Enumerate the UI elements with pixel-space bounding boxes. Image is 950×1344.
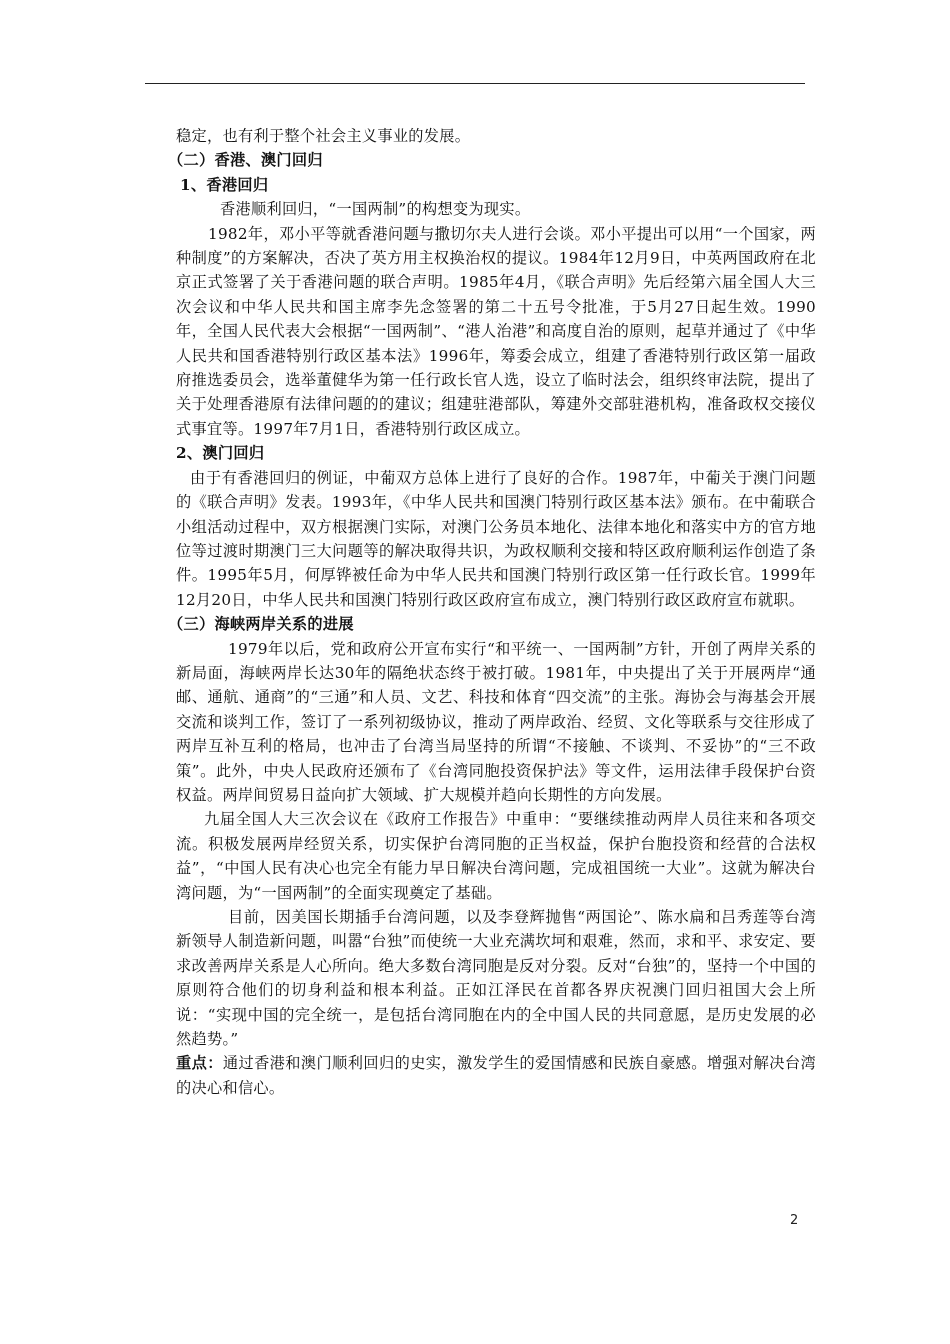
paragraph-strait-2: 九届全国人大三次会议在《政府工作报告》中重申：“要继续推动两岸人员往来和各项交流。积极发展两岸经贸关系，切实保护台湾同胞的正当权益，保护台胞投资和经营的合法权益”，“中国人民有决心也完全有能力早日解决台湾问题，完成祖国统一大业”。这就为解决台湾问题，为“一国两制”的全面实现奠定了基础。 (176, 810, 816, 902)
paragraph-strait-3: 目前，因美国长期插手台湾问题，以及李登辉抛售“两国论”、陈水扁和吕秀莲等台湾新领导人制造新问题，叫嚣“台独”而使统一大业充满坎坷和艰难，然而，求和平、求安定、要求改善两岸关系是人心所向。绝大多数台湾同胞是反对分裂。反对“台独”的，坚持一个中国的原则符合他们的切身利益和根本利益。正如江泽民在首都各界庆祝澳门回归祖国大会上所说：“实现中国的完全统一，是包括台湾同胞在内的全中国人民的共同意愿，是历史发展的必然趋势。” (176, 908, 816, 1049)
header-rule (145, 83, 805, 84)
paragraph-hk-intro: 香港顺利回归，“一国两制”的构想变为现实。 (220, 200, 531, 219)
key-point-label: 重点： (176, 1054, 223, 1073)
page-number: 2 (790, 1213, 799, 1228)
subsection-heading-hk-return: 1、香港回归 (180, 175, 269, 194)
key-point-text: 通过香港和澳门顺利回归的史实，激发学生的爱国情感和民族自豪感。增强对解决台湾的决心和信心。 (176, 1054, 816, 1097)
key-point-paragraph (176, 1051, 816, 1100)
paragraph-hk-body: 1982年，邓小平等就香港问题与撒切尔夫人进行会谈。邓小平提出可以用“一个国家，两种制度”的方案解决，否决了英方用主权换治权的提议。1984年12月9日，中英两国政府在北京正式签署了关于香港问题的联合声明。1985年4月，《联合声明》先后经第六届全国人大三次会议和中华人民共和国主席李先念签署的第二十五号令批准，于5月27日起生效。1990年，全国人民代表大会根据“一国两制”、“港人治港”和高度自治的原则，起草并通过了《中华人民共和国香港特别行政区基本法》1996年，筹委会成立，组建了香港特别行政区第一届政府推选委员会，选举董健华为第一任行政长官人选，设立了临时法会，组织终审法院，提出了关于处理香港原有法律问题的的建议；组建驻港部队，筹建外交部驻港机构，准备政权交接仪式事宜等。1997年7月1日，香港特别行政区成立。 (176, 224, 816, 438)
subsection-heading-macau-return: 2、澳门回归 (176, 444, 265, 463)
paragraph-macau: 由于有香港回归的例证，中葡双方总体上进行了良好的合作。1987年，中葡关于澳门问题的《联合声明》发表。1993年，《中华人民共和国澳门特别行政区基本法》颁布。在中葡联合小组活动过程中，双方根据澳门实际，对澳门公务员本地化、法律本地化和落实中方的官方地位等过渡时期澳门三大问题等的解决取得共识，为政权顺利交接和特区政府顺利运作创造了条件。1995年5月，何厚铧被任命为中华人民共和国澳门特别行政区第一任行政长官。1999年12月20日，中华人民共和国澳门特别行政区政府宣布成立，澳门特别行政区政府宣布就职。 (176, 468, 816, 609)
section-heading-cross-strait: （三）海峡两岸关系的进展 (168, 615, 354, 634)
paragraph-continued: 稳定，也有利于整个社会主义事业的发展。 (176, 127, 471, 145)
document-body (168, 124, 816, 1100)
section-heading-hk-macau-return: （二）香港、澳门回归 (168, 151, 323, 170)
paragraph-strait-1: 1979年以后，党和政府公开宣布实行“和平统一、一国两制”方针，开创了两岸关系的新局面，海峡两岸长达30年的隔绝状态终于被打破。1981年，中央提出了关于开展两岸“通邮、通航、通商”的“三通”和人员、文艺、科技和体育“四交流”的主张。海协会与海基会开展交流和谈判工作，签订了一系列初级协议，推动了两岸政治、经贸、文化等联系与交往形成了两岸互补互利的格局，也冲击了台湾当局坚持的所谓“不接触、不谈判、不妥协”的“三不政策”。此外，中央人民政府还颁布了《台湾同胞投资保护法》等文件，运用法律手段保护台资权益。两岸间贸易日益向扩大领域、扩大规模并趋向长期性的方向发展。 (176, 639, 816, 804)
